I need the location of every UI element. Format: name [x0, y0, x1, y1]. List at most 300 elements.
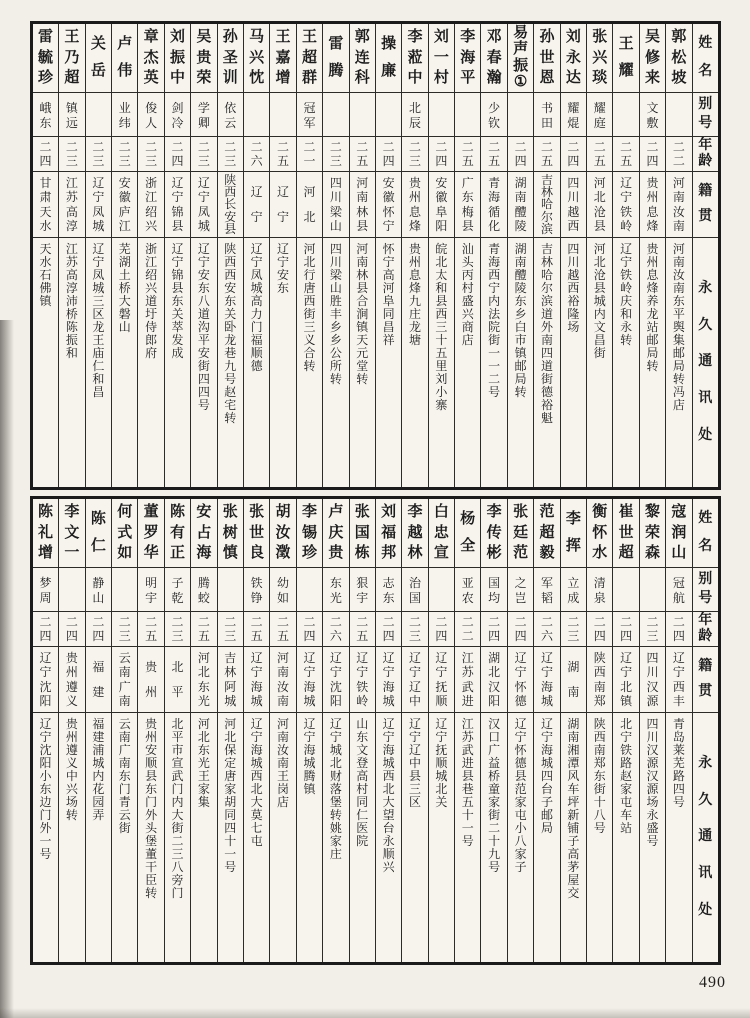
entry-native-place: 安 徽 庐 江	[112, 172, 137, 238]
entry-name: 吴 贵 荣	[191, 24, 216, 93]
entry-column	[375, 24, 401, 487]
entry-column	[243, 499, 269, 962]
entry-address: 辽 宁 海 城 四 台 子 邮 局	[540, 717, 553, 835]
entry-column	[586, 24, 612, 487]
entry-address: 辽 宁 凤 城 高 力 门 福 顺 德	[250, 242, 263, 373]
entry-name: 孙 圣 训	[218, 24, 243, 93]
entry-name: 李 传 彬	[481, 499, 506, 568]
entry-native-place: 安 徽 怀 宁	[376, 172, 401, 238]
entry-alias: 立 成	[561, 568, 586, 612]
entry-address: 辽 宁 海 城 西 北 大 望 台 永 顺 兴	[382, 717, 395, 874]
entry-name: 李 越 林	[402, 499, 427, 568]
entry-native-place: 河 南 汝 南	[666, 172, 691, 238]
entry-address: 四 川 梁 山 胜 丰 乡 乡 公 所 转	[329, 242, 342, 386]
entry-address: 辽 宁 安 东 八 道 沟 平 安 街 四 四 号	[197, 242, 210, 412]
header-native: 籍 贯	[693, 647, 718, 713]
entry-column	[428, 24, 454, 487]
entry-native-place: 四 川 梁 山	[323, 172, 348, 238]
entry-column	[137, 499, 163, 962]
entry-age: 二 五	[587, 137, 612, 172]
entry-address: 河 南 汝 南 王 岗 店	[277, 717, 290, 809]
entry-native-place: 贵 州	[138, 647, 163, 713]
entry-name: 王 超 群	[297, 24, 322, 93]
entry-age: 二 五	[481, 137, 506, 172]
entry-alias: 军 韬	[534, 568, 559, 612]
entry-column	[454, 24, 480, 487]
entry-address: 辽 宁 锦 县 东 关 萃 发 成	[171, 242, 184, 360]
entry-age: 二 三	[112, 612, 137, 647]
entry-address: 汉 口 广 益 桥 童 家 街 二 十 九 号	[488, 717, 501, 874]
entry-address: 云 南 广 南 东 门 青 云 街	[118, 717, 131, 835]
entry-age: 二 四	[666, 612, 691, 647]
entry-address: 辽 宁 辽 中 县 三 区	[409, 717, 422, 809]
entry-name: 易 声 振 ①	[508, 24, 533, 93]
entry-native-place: 辽 宁 锦 县	[165, 172, 190, 238]
entry-age: 二 四	[508, 137, 533, 172]
entry-column	[586, 499, 612, 962]
scan-gutter-shadow	[0, 320, 14, 1018]
entry-age: 二 四	[640, 137, 665, 172]
entry-alias: 治 国	[402, 568, 427, 612]
entry-age: 二 二	[666, 137, 691, 172]
entry-column	[296, 24, 322, 487]
entry-age: 二 五	[613, 137, 638, 172]
entry-alias: 狠 宇	[350, 568, 375, 612]
directory-table-top	[30, 21, 721, 490]
entry-age: 二 三	[59, 137, 84, 172]
entry-age: 二 五	[191, 612, 216, 647]
page-number: 490	[699, 974, 726, 991]
header-alias: 别 号	[693, 93, 718, 137]
entry-age: 二 三	[86, 137, 111, 172]
entry-name: 郭 连 科	[350, 24, 375, 93]
header-column	[692, 499, 718, 962]
entry-column	[137, 24, 163, 487]
entry-column	[560, 24, 586, 487]
header-age: 年 龄	[693, 137, 718, 172]
entry-native-place: 辽 宁 海 城	[376, 647, 401, 713]
entry-native-place: 辽 宁 西 丰	[666, 647, 691, 713]
entry-column	[349, 24, 375, 487]
entry-address: 辽 宁 怀 德 县 范 家 屯 小 八 家 子	[514, 717, 527, 874]
entry-age: 二 三	[218, 137, 243, 172]
entry-address: 河 南 林 县 合 涧 镇 天 元 堂 转	[356, 242, 369, 386]
entry-age: 二 四	[376, 137, 401, 172]
entry-address: 辽 宁 铁 岭 庆 和 永 转	[620, 242, 633, 347]
entry-age: 二 二	[455, 612, 480, 647]
entry-name: 李 挥	[561, 499, 586, 568]
entry-alias	[350, 93, 375, 137]
entry-address: 湖 南 醴 陵 东 乡 白 市 镇 邮 局 转	[514, 242, 527, 399]
entry-name: 李 锡 珍	[297, 499, 322, 568]
entry-alias	[59, 568, 84, 612]
entry-alias: 镇 远	[59, 93, 84, 137]
entry-native-place: 辽 宁 凤 城	[86, 172, 111, 238]
entry-address: 山 东 文 登 高 村 同 仁 医 院	[356, 717, 369, 848]
entry-alias: 明 宇	[138, 568, 163, 612]
entry-column	[480, 499, 506, 962]
entry-address: 北 宁 铁 路 赵 家 屯 车 站	[620, 717, 633, 835]
entry-age: 二 四	[613, 612, 638, 647]
scan-edge-shadow	[0, 1008, 750, 1018]
entry-name: 王 乃 超	[59, 24, 84, 93]
entry-alias	[112, 568, 137, 612]
entry-name: 黎 荣 森	[640, 499, 665, 568]
directory-table-bottom	[30, 496, 721, 965]
entry-native-place: 辽 宁 北 镇	[613, 647, 638, 713]
entry-address: 四 川 越 西 裕 隆 场	[567, 242, 580, 334]
entry-column	[322, 24, 348, 487]
entry-alias	[640, 568, 665, 612]
entry-column	[428, 499, 454, 962]
entry-name: 崔 世 超	[613, 499, 638, 568]
entry-age: 二 四	[297, 612, 322, 647]
entry-age: 二 三	[138, 137, 163, 172]
entry-native-place: 辽 宁 铁 岭	[350, 647, 375, 713]
entry-name: 寇 润 山	[666, 499, 691, 568]
entry-age: 二 四	[33, 612, 58, 647]
header-address: 永 久 通 讯 处	[698, 280, 713, 444]
entry-address: 湖 南 湘 潭 风 车 坪 新 铺 子 高 茅 屋 交	[567, 717, 580, 900]
entry-age: 二 五	[270, 137, 295, 172]
entry-native-place: 河 北	[297, 172, 322, 238]
entry-name: 孙 世 恩	[534, 24, 559, 93]
entry-name: 雷 腾	[323, 24, 348, 93]
entry-alias	[613, 93, 638, 137]
entry-age: 二 五	[138, 612, 163, 647]
entry-alias: 冠 军	[297, 93, 322, 137]
entry-name: 胡 汝 澂	[270, 499, 295, 568]
entry-alias	[270, 93, 295, 137]
entry-alias: 亚 农	[455, 568, 480, 612]
entry-column	[58, 499, 84, 962]
entry-address: 江 苏 高 淳 沛 桥 陈 振 和	[65, 242, 78, 360]
entry-column	[349, 499, 375, 962]
entry-age: 二 三	[218, 612, 243, 647]
entry-name: 操 廉	[376, 24, 401, 93]
entry-column	[507, 24, 533, 487]
header-name: 姓 名	[693, 24, 718, 93]
entry-alias	[508, 93, 533, 137]
header-age: 年 龄	[693, 612, 718, 647]
entry-alias	[376, 93, 401, 137]
entry-name: 李 文 一	[59, 499, 84, 568]
entry-age: 二 四	[429, 137, 454, 172]
entry-name: 刘 一 村	[429, 24, 454, 93]
entry-alias: 冠 航	[666, 568, 691, 612]
entry-native-place: 四 川 汉 源	[640, 647, 665, 713]
header-address: 永 久 通 讯 处	[698, 755, 713, 919]
entry-native-place: 辽 宁 海 城	[297, 647, 322, 713]
entry-column	[269, 499, 295, 962]
entry-address: 河 北 东 光 王 家 集	[197, 717, 210, 809]
entry-native-place: 辽 宁 沈 阳	[323, 647, 348, 713]
entry-address: 皖 北 太 和 县 西 三 十 五 里 刘 小 寨	[435, 242, 448, 412]
entry-native-place: 辽 宁 海 城	[244, 647, 269, 713]
entry-age: 二 五	[350, 612, 375, 647]
entry-age: 二 三	[323, 137, 348, 172]
entry-address: 贵 州 安 顺 县 东 门 外 头 堡 董 干 臣 转	[145, 717, 158, 900]
entry-age: 二 六	[244, 137, 269, 172]
entry-alias	[323, 93, 348, 137]
entry-alias	[429, 568, 454, 612]
entry-alias: 学 卿	[191, 93, 216, 137]
entry-name: 李 蒞 中	[402, 24, 427, 93]
entry-name: 安 占 海	[191, 499, 216, 568]
entry-name: 卢 伟	[112, 24, 137, 93]
entry-name: 衡 怀 水	[587, 499, 612, 568]
entry-alias	[297, 568, 322, 612]
entry-column	[401, 24, 427, 487]
entry-age: 二 四	[59, 612, 84, 647]
entry-column	[33, 499, 58, 962]
entry-address: 河 北 行 唐 西 街 三 义 合 转	[303, 242, 316, 373]
entry-alias	[429, 93, 454, 137]
entry-native-place: 福 建	[86, 647, 111, 713]
entry-column	[375, 499, 401, 962]
entry-column	[612, 24, 638, 487]
entry-age: 二 四	[429, 612, 454, 647]
entry-address: 贵 州 息 烽 养 龙 站 邮 局 转	[646, 242, 659, 373]
entry-column	[217, 499, 243, 962]
entry-name: 陈 仁	[86, 499, 111, 568]
entry-age: 二 三	[165, 612, 190, 647]
entry-alias: 梦 周	[33, 568, 58, 612]
entry-native-place: 湖 南	[561, 647, 586, 713]
entry-name: 张 兴 琰	[587, 24, 612, 93]
entry-native-place: 吉 林 哈 尔 滨	[534, 172, 559, 238]
entry-name: 陈 礼 增	[33, 499, 58, 568]
header-alias: 别 号	[693, 568, 718, 612]
entry-column	[217, 24, 243, 487]
entry-name: 杨 全	[455, 499, 480, 568]
entry-column	[58, 24, 84, 487]
entry-name: 马 兴 忱	[244, 24, 269, 93]
entry-address: 青 海 西 宁 内 法 院 街 一 一 二 号	[488, 242, 501, 399]
entry-name: 王 嘉 增	[270, 24, 295, 93]
header-native: 籍 贯	[693, 172, 718, 238]
entry-age: 二 六	[323, 612, 348, 647]
entry-name: 刘 福 邦	[376, 499, 401, 568]
entry-alias: 耀 庭	[587, 93, 612, 137]
entry-alias	[218, 568, 243, 612]
entry-address: 青 岛 莱 芜 路 四 号	[672, 717, 685, 809]
entry-address: 芜 湖 土 桥 大 磐 山	[118, 242, 131, 334]
entry-column	[190, 499, 216, 962]
entry-address: 河 南 汝 南 东 平 舆 集 邮 局 转 冯 店	[672, 242, 685, 412]
entry-age: 二 四	[33, 137, 58, 172]
entry-name: 卢 庆 贵	[323, 499, 348, 568]
entry-native-place: 江 苏 高 淳	[59, 172, 84, 238]
entry-native-place: 四 川 越 西	[561, 172, 586, 238]
entry-address: 辽 宁 城 北 财 落 堡 转 姚 家 庄	[329, 717, 342, 861]
entry-native-place: 陕 西 长 安 县	[218, 172, 243, 238]
entry-native-place: 辽 宁 怀 德	[508, 647, 533, 713]
entry-native-place: 河 北 东 光	[191, 647, 216, 713]
entry-age: 二 五	[244, 612, 269, 647]
entry-column	[639, 499, 665, 962]
entry-alias: 腾 蛟	[191, 568, 216, 612]
entry-native-place: 湖 北 汉 阳	[481, 647, 506, 713]
entry-column	[85, 24, 111, 487]
entry-native-place: 辽 宁 海 城	[534, 647, 559, 713]
entry-name: 王 耀	[613, 24, 638, 93]
entry-age: 二 五	[270, 612, 295, 647]
entry-name: 刘 振 中	[165, 24, 190, 93]
entry-name: 郭 松 坡	[666, 24, 691, 93]
entry-alias: 国 均	[481, 568, 506, 612]
entry-column	[454, 499, 480, 962]
entry-address: 陕 西 南 郑 东 街 十 八 号	[593, 717, 606, 835]
entry-alias: 依 云	[218, 93, 243, 137]
entry-column	[190, 24, 216, 487]
entry-alias: 幼 如	[270, 568, 295, 612]
entry-column	[164, 24, 190, 487]
entry-alias: 文 敷	[640, 93, 665, 137]
entry-address: 江 苏 武 进 县 巷 五 十 一 号	[461, 717, 474, 848]
entry-name: 关 岳	[86, 24, 111, 93]
entry-column	[639, 24, 665, 487]
entry-alias: 静 山	[86, 568, 111, 612]
entry-column	[533, 499, 559, 962]
entry-native-place: 贵 州 遵 义	[59, 647, 84, 713]
entry-native-place: 江 苏 武 进	[455, 647, 480, 713]
entry-name: 白 忠 宣	[429, 499, 454, 568]
entry-age: 二 三	[640, 612, 665, 647]
entry-column	[322, 499, 348, 962]
entry-column	[665, 24, 691, 487]
entry-native-place: 河 南 林 县	[350, 172, 375, 238]
entry-name: 刘 永 达	[561, 24, 586, 93]
entry-age: 二 四	[508, 612, 533, 647]
entry-column	[665, 499, 691, 962]
entry-address: 陕 西 西 安 东 关 卧 龙 巷 九 号 赵 宅 转	[224, 242, 237, 425]
entry-name: 张 国 栋	[350, 499, 375, 568]
entry-native-place: 辽 宁 铁 岭	[613, 172, 638, 238]
entry-native-place: 辽 宁	[244, 172, 269, 238]
entry-name: 张 树 慎	[218, 499, 243, 568]
entry-native-place: 贵 州 息 烽	[640, 172, 665, 238]
entry-native-place: 青 海 循 化	[481, 172, 506, 238]
entry-age: 二 四	[481, 612, 506, 647]
entry-column	[507, 499, 533, 962]
entry-column	[401, 499, 427, 962]
entry-alias: 俊 人	[138, 93, 163, 137]
entry-age: 二 五	[350, 137, 375, 172]
entry-name: 张 廷 范	[508, 499, 533, 568]
entry-column	[560, 499, 586, 962]
entry-column	[111, 24, 137, 487]
entry-alias: 业 纬	[112, 93, 137, 137]
entry-age: 二 一	[297, 137, 322, 172]
entry-alias: 耀 焜	[561, 93, 586, 137]
entry-alias: 少 钦	[481, 93, 506, 137]
entry-native-place: 广 东 梅 县	[455, 172, 480, 238]
entry-native-place: 辽 宁 抚 顺	[429, 647, 454, 713]
entry-native-place: 云 南 广 南	[112, 647, 137, 713]
entry-name: 何 式 如	[112, 499, 137, 568]
entry-address: 汕 头 丙 村 盛 兴 商 店	[461, 242, 474, 347]
entry-column	[33, 24, 58, 487]
entry-native-place: 吉 林 阿 城	[218, 647, 243, 713]
entry-alias: 志 东	[376, 568, 401, 612]
entry-name: 张 世 良	[244, 499, 269, 568]
entry-alias: 峨 东	[33, 93, 58, 137]
entry-address: 北 平 市 宣 武 门 内 大 街 二 三 八 旁 门	[171, 717, 184, 900]
entry-address: 四 川 汉 源 汉 源 场 永 盛 号	[646, 717, 659, 848]
entry-native-place: 辽 宁 凤 城	[191, 172, 216, 238]
entry-address: 浙 江 绍 兴 道 圩 侍 郎 府	[145, 242, 158, 360]
entry-column	[85, 499, 111, 962]
entry-native-place: 河 北 沧 县	[587, 172, 612, 238]
entry-age: 二 三	[561, 612, 586, 647]
entry-address: 辽 宁 海 城 西 北 大 莫 七 屯	[250, 717, 263, 848]
entry-age: 二 三	[402, 612, 427, 647]
entry-address: 福 建 浦 城 内 花 园 弄	[92, 717, 105, 822]
entry-alias: 清 泉	[587, 568, 612, 612]
entry-age: 二 三	[191, 137, 216, 172]
entry-age: 二 五	[455, 137, 480, 172]
entry-native-place: 辽 宁 沈 阳	[33, 647, 58, 713]
entry-alias	[666, 93, 691, 137]
entry-native-place: 北 平	[165, 647, 190, 713]
entry-address: 吉 林 哈 尔 滨 道 外 南 四 道 街 德 裕 魁	[540, 242, 553, 425]
entry-alias: 子 乾	[165, 568, 190, 612]
entry-age: 二 四	[587, 612, 612, 647]
entry-native-place: 贵 州 息 烽	[402, 172, 427, 238]
entry-name: 雷 毓 珍	[33, 24, 58, 93]
entry-address: 辽 宁 安 东	[277, 242, 290, 295]
entry-column	[111, 499, 137, 962]
entry-alias: 书 田	[534, 93, 559, 137]
entry-address: 怀 宁 高 河 阜 同 昌 祥	[382, 242, 395, 347]
entry-address: 辽 宁 沈 阳 小 东 边 门 外 一 号	[39, 717, 52, 861]
entry-alias: 铁 铮	[244, 568, 269, 612]
entry-native-place: 河 南 汝 南	[270, 647, 295, 713]
entry-native-place: 安 徽 阜 阳	[429, 172, 454, 238]
entry-alias	[613, 568, 638, 612]
entry-column	[164, 499, 190, 962]
entry-age: 二 三	[402, 137, 427, 172]
entry-name: 章 杰 英	[138, 24, 163, 93]
entry-alias: 之 岂	[508, 568, 533, 612]
entry-native-place: 辽 宁 辽 中	[402, 647, 427, 713]
entry-age: 二 三	[112, 137, 137, 172]
entry-native-place: 甘 肃 天 水	[33, 172, 58, 238]
entry-name: 陈 有 正	[165, 499, 190, 568]
entry-alias	[86, 93, 111, 137]
entry-name: 邓 春 瀚	[481, 24, 506, 93]
entry-column	[243, 24, 269, 487]
entry-address: 河 北 沧 县 城 内 文 昌 街	[593, 242, 606, 360]
entry-column	[480, 24, 506, 487]
entry-native-place: 陕 西 南 郑	[587, 647, 612, 713]
entry-age: 二 四	[165, 137, 190, 172]
entry-alias	[244, 93, 269, 137]
entry-age: 二 四	[86, 612, 111, 647]
entry-age: 二 五	[534, 137, 559, 172]
entry-column	[269, 24, 295, 487]
entry-native-place: 辽 宁	[270, 172, 295, 238]
entry-address: 天 水 石 佛 镇	[39, 242, 52, 308]
entry-column	[533, 24, 559, 487]
entry-age: 二 四	[376, 612, 401, 647]
entry-address: 辽 宁 抚 顺 城 北 关	[435, 717, 448, 809]
entry-address: 辽 宁 凤 城 三 区 龙 王 庙 仁 和 昌	[92, 242, 105, 399]
entry-age: 二 四	[561, 137, 586, 172]
entry-name: 范 超 毅	[534, 499, 559, 568]
entry-name: 吴 修 来	[640, 24, 665, 93]
